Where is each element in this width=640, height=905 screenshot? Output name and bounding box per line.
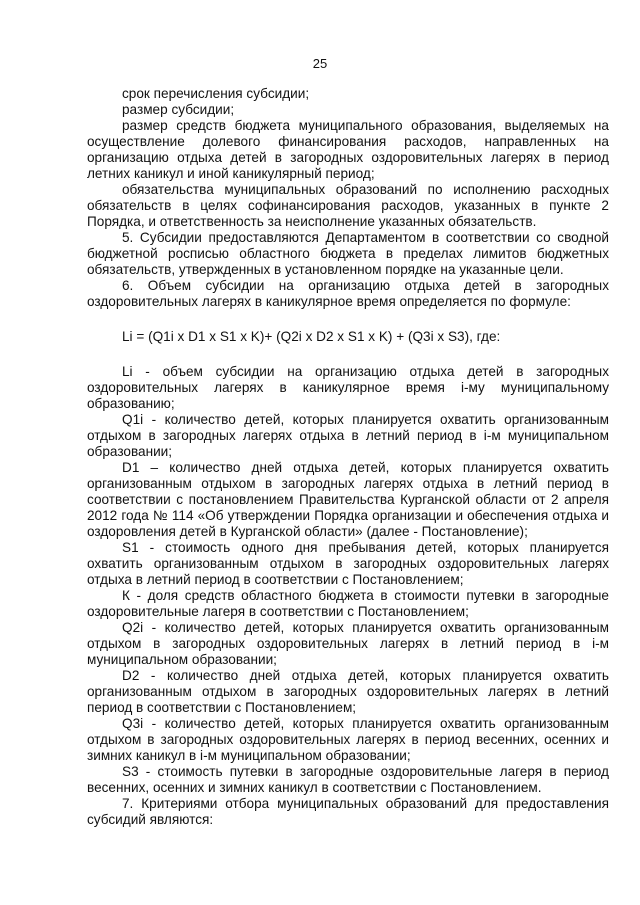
definition-d1: D1 – количество дней отдыха детей, которых планируется охватить организованным отдыхом в загородных лагерях отдыха в летний период в соответствии с постановлением Правительства Курганской области от 2 апреля 2012 года № 114 «Об утверждении Порядка организации и обеспечения отдыха и оздоровления детей в Курганской области» (далее - Постановление); [87,460,609,539]
page-number: 25 [312,56,328,71]
definition-s3: S3 - стоимость путевки в загородные оздоровительные лагеря в период весенних, осенних и зимних каникул в соответствии с Постановлением. [87,764,609,795]
paragraph-item-7: 7. Критериями отбора муниципальных образований для предоставления субсидий являются: [87,796,609,827]
definition-k: К - доля средств областного бюджета в стоимости путевки в загородные оздоровительные лагеря в соответствии с Постановлением; [87,588,609,619]
paragraph-item-6: 6. Объем субсидии на организацию отдыха детей в загородных оздоровительных лагерях в каникулярное время определяется по формуле: [87,278,609,309]
paragraph-transfer-term: срок перечисления субсидии; [122,86,310,101]
document-body [87,86,609,828]
definition-s1: S1 - стоимость одного дня пребывания детей, которых планируется охватить организованным отдыхом в загородных оздоровительных лагерях отдыха в летний период в соответствии с Постановлением; [87,540,609,587]
definition-q3i: Q3i - количество детей, которых планируется охватить организованным отдыхом в загородных оздоровительных лагерях в период весенних, осенних и зимних каникул в i-м муниципальном образовании; [87,716,609,763]
definition-d2: D2 - количество дней отдыха детей, которых планируется охватить организованным отдыхом в загородных оздоровительных лагерях в летний период в соответствии с Постановлением; [87,668,609,715]
definition-li: Li - объем субсидии на организацию отдыха детей в загородных оздоровительных лагерях в каникулярное время i-му муниципальному образованию; [87,364,609,411]
paragraph-municipal-budget-share: размер средств бюджета муниципального образования, выделяемых на осуществление долевого финансирования расходов, направленных на организацию отдыха детей в загородных оздоровительных лагерях в период летних каникул и иной каникулярный период; [87,118,609,181]
definition-q2i: Q2i - количество детей, которых планируется охватить организованным отдыхом в загородных оздоровительных лагерях в летний период в i-м муниципальном образовании; [87,620,609,667]
paragraph-municipal-obligations: обязательства муниципальных образований по исполнению расходных обязательств в целях софинансирования расходов, указанных в пункте 2 Порядка, и ответственность за неисполнение указанных обязательств. [87,182,609,229]
paragraph-subsidy-size: размер субсидии; [122,102,235,117]
paragraph-item-5: 5. Субсидии предоставляются Департаментом в соответствии со сводной бюджетной росписью областного бюджета в пределах лимитов бюджетных обязательств, утвержденных в установленном порядке на указанные цели. [87,230,609,277]
definition-q1i: Q1i - количество детей, которых планируется охватить организованным отдыхом в загородных лагерях отдыха в летний период в i-м муниципальном образовании; [87,412,609,459]
subsidy-formula: Li = (Q1i x D1 x S1 x K)+ (Q2i x D2 x S1 x K) + (Q3i x S3), где: [122,329,501,344]
